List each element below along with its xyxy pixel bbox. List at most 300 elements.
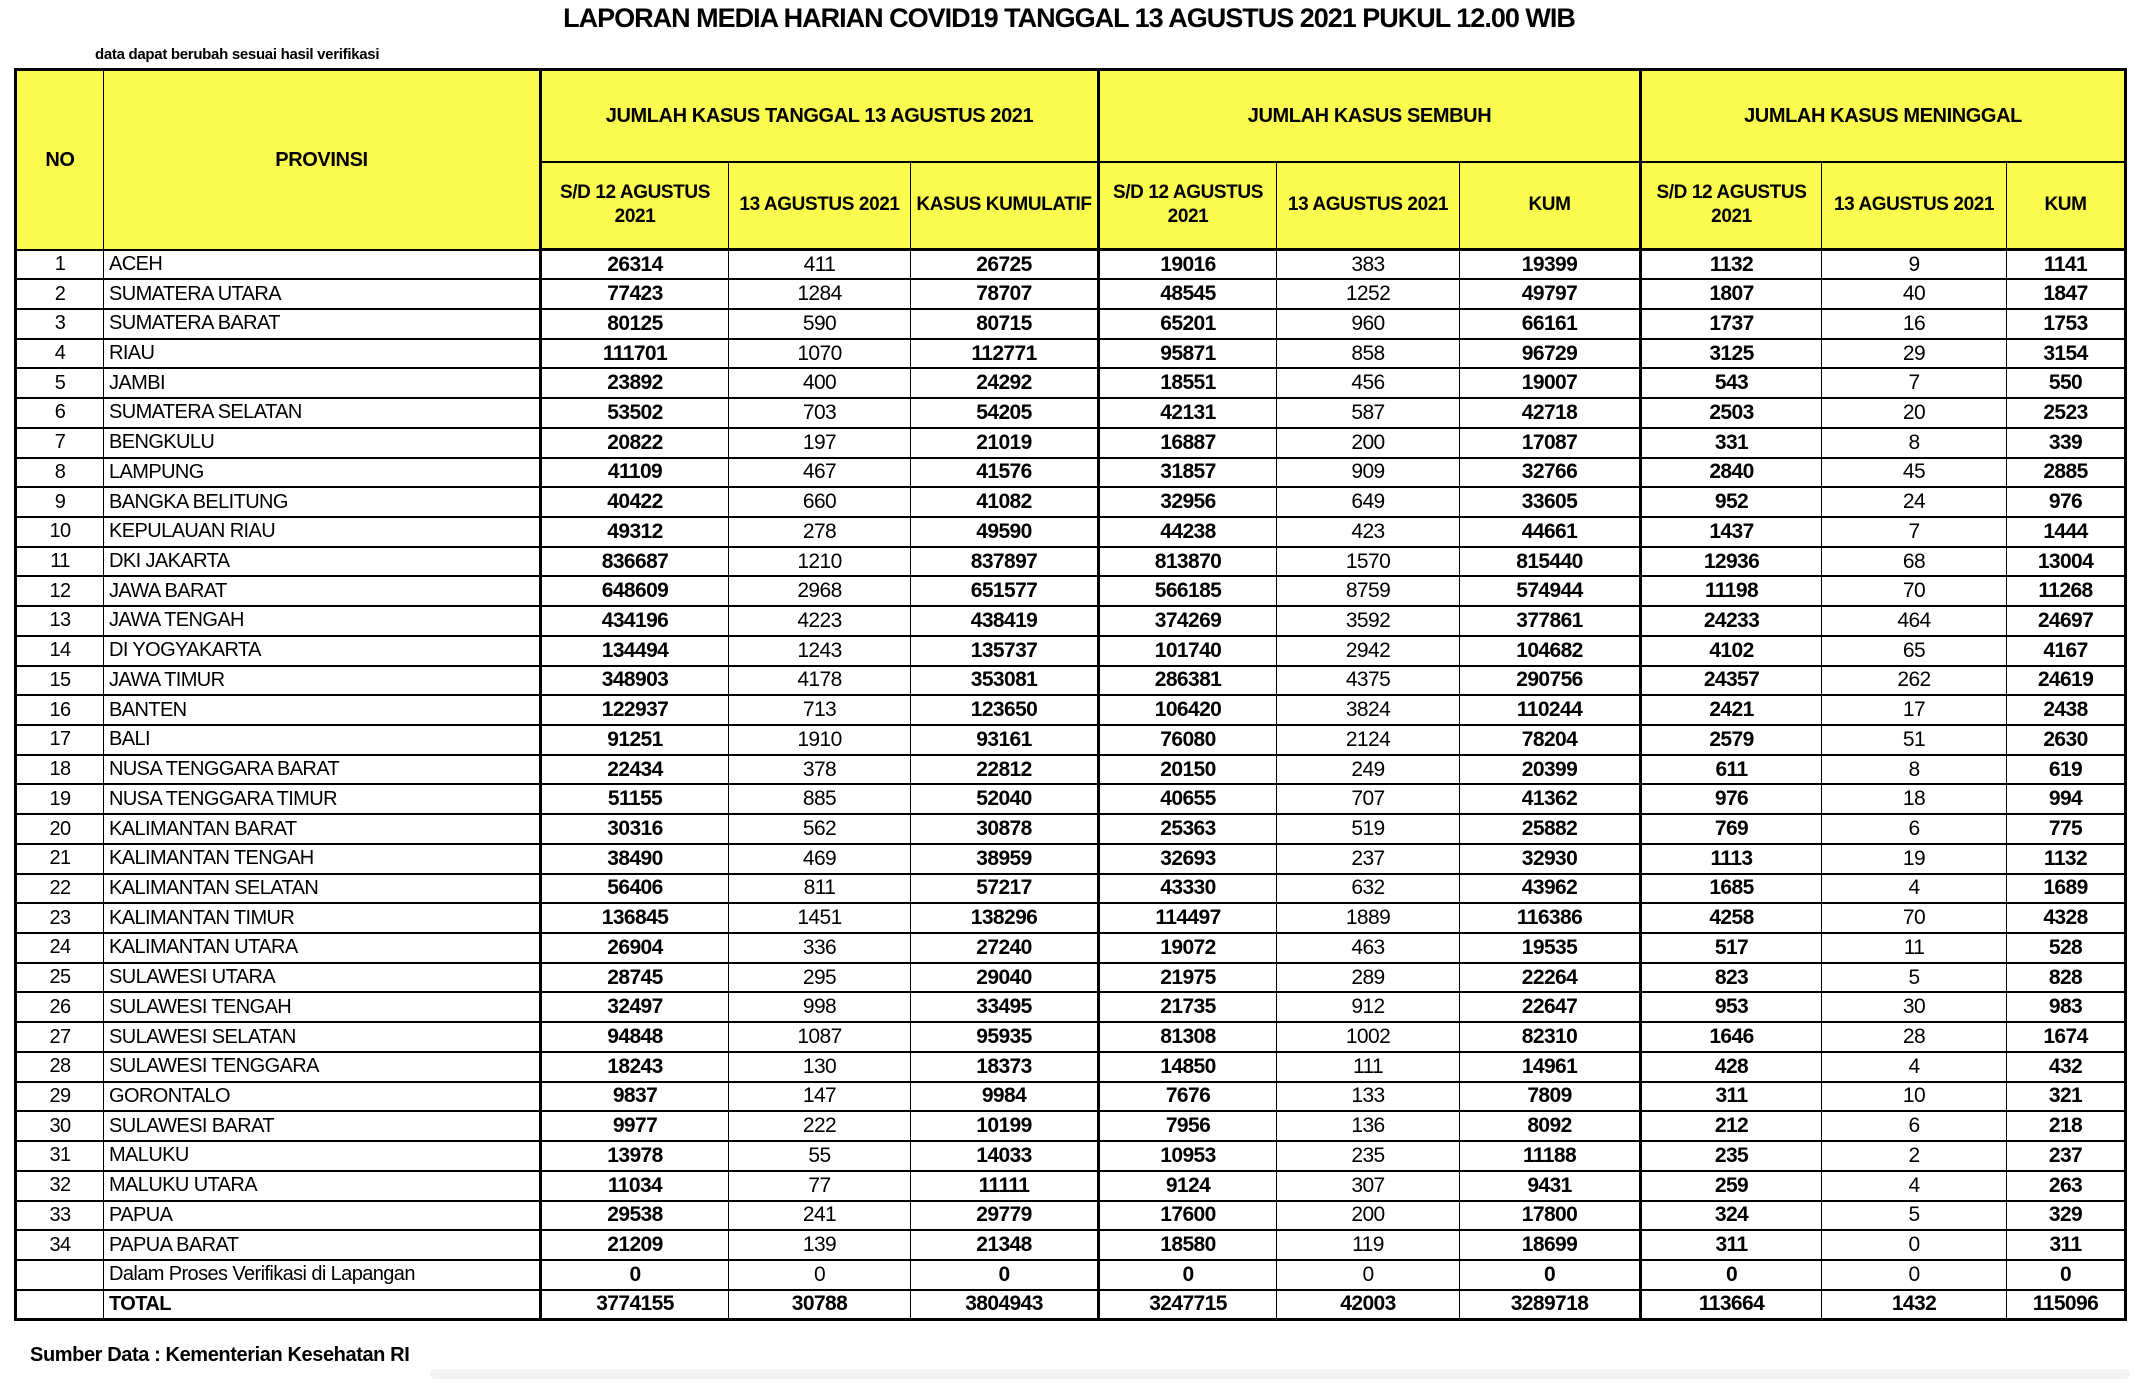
cell-value: 123650 (911, 695, 1099, 725)
cell-value: 82310 (1460, 1022, 1641, 1052)
cell-provinsi: SULAWESI SELATAN (104, 1022, 541, 1052)
cell-value: 16 (1822, 309, 2007, 339)
cell-value: 7 (1822, 517, 2007, 547)
cell-value: 378 (729, 755, 911, 785)
cell-value: 3247715 (1099, 1290, 1277, 1320)
cell-value: 4178 (729, 666, 911, 696)
cell-value: 38490 (541, 844, 729, 874)
cell-value: 25882 (1460, 814, 1641, 844)
cell-value: 197 (729, 428, 911, 458)
cell-value: 21019 (911, 428, 1099, 458)
cell-value: 19072 (1099, 933, 1277, 963)
header-group-sembuh: JUMLAH KASUS SEMBUH (1099, 70, 1641, 162)
cell-value: 837897 (911, 547, 1099, 577)
cell-value: 22264 (1460, 963, 1641, 993)
table-row (16, 339, 2126, 369)
cell-value: 21348 (911, 1230, 1099, 1260)
cell-value: 1002 (1277, 1022, 1460, 1052)
cell-value: 42131 (1099, 398, 1277, 428)
table-row (16, 844, 2126, 874)
table-row (16, 458, 2126, 488)
cell-value: 9984 (911, 1082, 1099, 1112)
cell-value: 651577 (911, 576, 1099, 606)
cell-value: 4328 (2007, 903, 2126, 933)
cell-value: 823 (1641, 963, 1822, 993)
cell-value: 235 (1277, 1141, 1460, 1171)
cell-provinsi: DI YOGYAKARTA (104, 636, 541, 666)
cell-provinsi: BANTEN (104, 695, 541, 725)
cell-value: 41082 (911, 487, 1099, 517)
cell-value: 0 (2007, 1260, 2126, 1290)
cell-value: 828 (2007, 963, 2126, 993)
cell-value: 1113 (1641, 844, 1822, 874)
report-table (14, 68, 2127, 1321)
cell-value: 4223 (729, 606, 911, 636)
cell-value: 49312 (541, 517, 729, 547)
cell-value: 3289718 (1460, 1290, 1641, 1320)
subheader-sembuh-hari: 13 AGUSTUS 2021 (1277, 162, 1460, 250)
cell-value: 307 (1277, 1171, 1460, 1201)
cell-value: 434196 (541, 606, 729, 636)
cell-value: 11034 (541, 1171, 729, 1201)
cell-no: 29 (16, 1082, 104, 1112)
table-row (16, 1111, 2126, 1141)
cell-provinsi: NUSA TENGGARA TIMUR (104, 784, 541, 814)
cell-value: 29040 (911, 963, 1099, 993)
table-row (16, 666, 2126, 696)
cell-no: 11 (16, 547, 104, 577)
cell-value: 2438 (2007, 695, 2126, 725)
table-body (16, 250, 2126, 1320)
cell-provinsi: MALUKU UTARA (104, 1171, 541, 1201)
cell-value: 619 (2007, 755, 2126, 785)
cell-value: 1570 (1277, 547, 1460, 577)
cell-value: 0 (911, 1260, 1099, 1290)
cell-no: 15 (16, 666, 104, 696)
cell-value: 10953 (1099, 1141, 1277, 1171)
cell-value: 17800 (1460, 1201, 1641, 1231)
cell-no: 9 (16, 487, 104, 517)
cell-value: 96729 (1460, 339, 1641, 369)
cell-value: 1132 (2007, 844, 2126, 874)
table-row (16, 636, 2126, 666)
subheader-kasus-hari: 13 AGUSTUS 2021 (729, 162, 911, 250)
cell-value: 94848 (541, 1022, 729, 1052)
cell-provinsi: JAMBI (104, 368, 541, 398)
cell-value: 2840 (1641, 458, 1822, 488)
cell-value: 2503 (1641, 398, 1822, 428)
cell-value: 815440 (1460, 547, 1641, 577)
cell-no: 33 (16, 1201, 104, 1231)
cell-provinsi: BALI (104, 725, 541, 755)
cell-value: 51 (1822, 725, 2007, 755)
cell-value: 27240 (911, 933, 1099, 963)
table-row (16, 398, 2126, 428)
cell-provinsi: BENGKULU (104, 428, 541, 458)
cell-value: 70 (1822, 576, 2007, 606)
cell-value: 543 (1641, 368, 1822, 398)
cell-value: 200 (1277, 428, 1460, 458)
cell-no: 1 (16, 250, 104, 280)
source-note: Sumber Data : Kementerian Kesehatan RI (30, 1344, 410, 1366)
cell-value: 587 (1277, 398, 1460, 428)
cell-value: 32930 (1460, 844, 1641, 874)
cell-value: 19 (1822, 844, 2007, 874)
cell-value: 21735 (1099, 992, 1277, 1022)
cell-value: 383 (1277, 250, 1460, 280)
cell-value: 1444 (2007, 517, 2126, 547)
cell-value: 119 (1277, 1230, 1460, 1260)
cell-value: 259 (1641, 1171, 1822, 1201)
cell-value: 80125 (541, 309, 729, 339)
cell-value: 9431 (1460, 1171, 1641, 1201)
cell-value: 1284 (729, 279, 911, 309)
cell-value: 0 (1641, 1260, 1822, 1290)
cell-value: 20399 (1460, 755, 1641, 785)
cell-value: 660 (729, 487, 911, 517)
cell-value: 8092 (1460, 1111, 1641, 1141)
table-row (16, 1022, 2126, 1052)
cell-value: 218 (2007, 1111, 2126, 1141)
cell-value: 3154 (2007, 339, 2126, 369)
cell-value: 24 (1822, 487, 2007, 517)
cell-value: 4167 (2007, 636, 2126, 666)
cell-value: 4 (1822, 1052, 2007, 1082)
cell-value: 2968 (729, 576, 911, 606)
cell-value: 20150 (1099, 755, 1277, 785)
cell-value: 44661 (1460, 517, 1641, 547)
table-row (16, 547, 2126, 577)
cell-value: 2942 (1277, 636, 1460, 666)
cell-provinsi: SUMATERA BARAT (104, 309, 541, 339)
cell-value: 329 (2007, 1201, 2126, 1231)
cell-value: 41362 (1460, 784, 1641, 814)
cell-value: 411 (729, 250, 911, 280)
table-row (16, 517, 2126, 547)
cell-value: 885 (729, 784, 911, 814)
cell-value: 2 (1822, 1141, 2007, 1171)
cell-value: 20 (1822, 398, 2007, 428)
cell-value: 29 (1822, 339, 2007, 369)
cell-value: 8759 (1277, 576, 1460, 606)
cell-provinsi: SULAWESI TENGGARA (104, 1052, 541, 1082)
cell-value: 703 (729, 398, 911, 428)
cell-value: 40422 (541, 487, 729, 517)
subheader-sembuh-kum: KUM (1460, 162, 1641, 250)
cell-value: 994 (2007, 784, 2126, 814)
cell-value: 1646 (1641, 1022, 1822, 1052)
cell-value: 21975 (1099, 963, 1277, 993)
cell-value: 463 (1277, 933, 1460, 963)
cell-value: 25363 (1099, 814, 1277, 844)
cell-provinsi: MALUKU (104, 1141, 541, 1171)
cell-value: 290756 (1460, 666, 1641, 696)
cell-value: 78707 (911, 279, 1099, 309)
cell-value: 983 (2007, 992, 2126, 1022)
table-row (16, 903, 2126, 933)
cell-value: 1141 (2007, 250, 2126, 280)
cell-value: 28 (1822, 1022, 2007, 1052)
cell-provinsi: Dalam Proses Verifikasi di Lapangan (104, 1260, 541, 1290)
cell-value: 7809 (1460, 1082, 1641, 1112)
cell-no: 17 (16, 725, 104, 755)
cell-value: 428 (1641, 1052, 1822, 1082)
cell-no: 3 (16, 309, 104, 339)
table-row (16, 576, 2126, 606)
cell-value: 22647 (1460, 992, 1641, 1022)
cell-value: 1087 (729, 1022, 911, 1052)
cell-value: 116386 (1460, 903, 1641, 933)
cell-value: 331 (1641, 428, 1822, 458)
cell-value: 456 (1277, 368, 1460, 398)
cell-value: 237 (1277, 844, 1460, 874)
table-row (16, 487, 2126, 517)
cell-value: 14033 (911, 1141, 1099, 1171)
cell-value: 11198 (1641, 576, 1822, 606)
cell-value: 133 (1277, 1082, 1460, 1112)
cell-no: 27 (16, 1022, 104, 1052)
cell-value: 110244 (1460, 695, 1641, 725)
cell-value: 2885 (2007, 458, 2126, 488)
cell-value: 42718 (1460, 398, 1641, 428)
cell-value: 464 (1822, 606, 2007, 636)
cell-value: 2421 (1641, 695, 1822, 725)
cell-provinsi: KEPULAUAN RIAU (104, 517, 541, 547)
cell-value: 8 (1822, 755, 2007, 785)
cell-value: 139 (729, 1230, 911, 1260)
cell-value: 111 (1277, 1052, 1460, 1082)
cell-no: 28 (16, 1052, 104, 1082)
cell-provinsi: TOTAL (104, 1290, 541, 1320)
cell-provinsi: SULAWESI TENGAH (104, 992, 541, 1022)
cell-value: 5 (1822, 963, 2007, 993)
cell-value: 78204 (1460, 725, 1641, 755)
cell-value: 51155 (541, 784, 729, 814)
table-row (16, 250, 2126, 280)
cell-value: 111701 (541, 339, 729, 369)
cell-value: 550 (2007, 368, 2126, 398)
table-row (16, 309, 2126, 339)
cell-value: 29538 (541, 1201, 729, 1231)
cell-value: 713 (729, 695, 911, 725)
table-row (16, 1230, 2126, 1260)
cell-value: 11188 (1460, 1141, 1641, 1171)
cell-value: 1210 (729, 547, 911, 577)
cell-no: 30 (16, 1111, 104, 1141)
cell-no: 16 (16, 695, 104, 725)
cell-value: 26904 (541, 933, 729, 963)
cell-value: 22812 (911, 755, 1099, 785)
cell-value: 562 (729, 814, 911, 844)
cell-value: 0 (729, 1260, 911, 1290)
cell-value: 41576 (911, 458, 1099, 488)
cell-value: 13004 (2007, 547, 2126, 577)
verification-note: data dapat berubah sesuai hasil verifikasi (95, 46, 380, 63)
cell-value: 590 (729, 309, 911, 339)
cell-no: 23 (16, 903, 104, 933)
subheader-kasus-sd: S/D 12 AGUSTUS 2021 (541, 162, 729, 250)
cell-value: 3125 (1641, 339, 1822, 369)
cell-value: 2124 (1277, 725, 1460, 755)
cell-value: 40 (1822, 279, 2007, 309)
page-title: LAPORAN MEDIA HARIAN COVID19 TANGGAL 13 AGUSTUS 2021 PUKUL 12.00 WIB (563, 3, 1575, 33)
cell-value: 106420 (1099, 695, 1277, 725)
cell-no: 31 (16, 1141, 104, 1171)
header-group-meninggal: JUMLAH KASUS MENINGGAL (1641, 70, 2126, 162)
cell-provinsi: JAWA TENGAH (104, 606, 541, 636)
cell-value: 353081 (911, 666, 1099, 696)
cell-provinsi: PAPUA BARAT (104, 1230, 541, 1260)
table-row (16, 814, 2126, 844)
cell-value: 912 (1277, 992, 1460, 1022)
cell-value: 200 (1277, 1201, 1460, 1231)
cell-value: 70 (1822, 903, 2007, 933)
cell-no: 26 (16, 992, 104, 1022)
cell-value: 43962 (1460, 874, 1641, 904)
cell-value: 263 (2007, 1171, 2126, 1201)
cell-value: 136845 (541, 903, 729, 933)
subheader-kasus-kumulatif: KASUS KUMULATIF (911, 162, 1099, 250)
cell-no: 6 (16, 398, 104, 428)
cell-value: 6 (1822, 814, 2007, 844)
header-no: NO (16, 70, 104, 250)
cell-no: 20 (16, 814, 104, 844)
cell-value: 3774155 (541, 1290, 729, 1320)
cell-value: 4 (1822, 1171, 2007, 1201)
cell-value: 8 (1822, 428, 2007, 458)
cell-value: 114497 (1099, 903, 1277, 933)
cell-value: 22434 (541, 755, 729, 785)
cell-value: 278 (729, 517, 911, 547)
cell-value: 32766 (1460, 458, 1641, 488)
cell-value: 33495 (911, 992, 1099, 1022)
cell-value: 11268 (2007, 576, 2126, 606)
cell-value: 0 (1277, 1260, 1460, 1290)
table-row (16, 1082, 2126, 1112)
cell-value: 49797 (1460, 279, 1641, 309)
cell-value: 29779 (911, 1201, 1099, 1231)
cell-value: 122937 (541, 695, 729, 725)
cell-value: 53502 (541, 398, 729, 428)
cell-value: 469 (729, 844, 911, 874)
cell-provinsi: JAWA BARAT (104, 576, 541, 606)
cell-value: 77423 (541, 279, 729, 309)
cell-value: 45 (1822, 458, 2007, 488)
horizontal-scrollbar[interactable] (430, 1369, 2130, 1379)
cell-value: 24233 (1641, 606, 1822, 636)
cell-value: 32497 (541, 992, 729, 1022)
cell-value: 1451 (729, 903, 911, 933)
cell-value: 649 (1277, 487, 1460, 517)
cell-value: 286381 (1099, 666, 1277, 696)
cell-provinsi: GORONTALO (104, 1082, 541, 1112)
cell-value: 952 (1641, 487, 1822, 517)
table-header (16, 70, 2126, 250)
cell-value: 3804943 (911, 1290, 1099, 1320)
cell-value: 1753 (2007, 309, 2126, 339)
cell-value: 1847 (2007, 279, 2126, 309)
cell-value: 1252 (1277, 279, 1460, 309)
cell-value: 95935 (911, 1022, 1099, 1052)
cell-value: 43330 (1099, 874, 1277, 904)
cell-value: 0 (541, 1260, 729, 1290)
cell-value: 2630 (2007, 725, 2126, 755)
cell-value: 11111 (911, 1171, 1099, 1201)
cell-provinsi: ACEH (104, 250, 541, 280)
cell-value: 237 (2007, 1141, 2126, 1171)
cell-value: 1807 (1641, 279, 1822, 309)
cell-value: 2523 (2007, 398, 2126, 428)
cell-value: 241 (729, 1201, 911, 1231)
cell-value: 400 (729, 368, 911, 398)
header-groups-row (16, 70, 2126, 162)
cell-value: 16887 (1099, 428, 1277, 458)
table-row (16, 963, 2126, 993)
cell-value: 54205 (911, 398, 1099, 428)
cell-no: 12 (16, 576, 104, 606)
cell-value: 438419 (911, 606, 1099, 636)
cell-value: 1689 (2007, 874, 2126, 904)
table-row (16, 933, 2126, 963)
cell-no: 14 (16, 636, 104, 666)
cell-value: 311 (2007, 1230, 2126, 1260)
cell-value: 648609 (541, 576, 729, 606)
cell-value: 41109 (541, 458, 729, 488)
cell-value: 311 (1641, 1082, 1822, 1112)
cell-value: 632 (1277, 874, 1460, 904)
cell-value: 30878 (911, 814, 1099, 844)
cell-value: 48545 (1099, 279, 1277, 309)
cell-value: 18580 (1099, 1230, 1277, 1260)
cell-value: 953 (1641, 992, 1822, 1022)
total-row (16, 1290, 2126, 1320)
cell-value: 10 (1822, 1082, 2007, 1112)
verification-row (16, 1260, 2126, 1290)
cell-no: 18 (16, 755, 104, 785)
cell-provinsi: JAWA TIMUR (104, 666, 541, 696)
cell-value: 4 (1822, 874, 2007, 904)
cell-provinsi: SUMATERA SELATAN (104, 398, 541, 428)
cell-no: 24 (16, 933, 104, 963)
cell-value: 26314 (541, 250, 729, 280)
cell-value: 80715 (911, 309, 1099, 339)
cell-no (16, 1260, 104, 1290)
cell-provinsi: KALIMANTAN SELATAN (104, 874, 541, 904)
cell-value: 909 (1277, 458, 1460, 488)
cell-no: 7 (16, 428, 104, 458)
cell-value: 262 (1822, 666, 2007, 696)
cell-value: 775 (2007, 814, 2126, 844)
cell-value: 1432 (1822, 1290, 2007, 1320)
cell-value: 130 (729, 1052, 911, 1082)
cell-value: 1674 (2007, 1022, 2126, 1052)
cell-no: 25 (16, 963, 104, 993)
cell-provinsi: NUSA TENGGARA BARAT (104, 755, 541, 785)
cell-value: 566185 (1099, 576, 1277, 606)
cell-provinsi: DKI JAKARTA (104, 547, 541, 577)
cell-value: 14850 (1099, 1052, 1277, 1082)
cell-value: 13978 (541, 1141, 729, 1171)
cell-value: 1437 (1641, 517, 1822, 547)
cell-value: 6 (1822, 1111, 2007, 1141)
cell-value: 4102 (1641, 636, 1822, 666)
cell-value: 24357 (1641, 666, 1822, 696)
header-provinsi: PROVINSI (104, 70, 541, 250)
cell-value: 11 (1822, 933, 2007, 963)
cell-value: 24697 (2007, 606, 2126, 636)
cell-value: 0 (1460, 1260, 1641, 1290)
cell-value: 976 (1641, 784, 1822, 814)
